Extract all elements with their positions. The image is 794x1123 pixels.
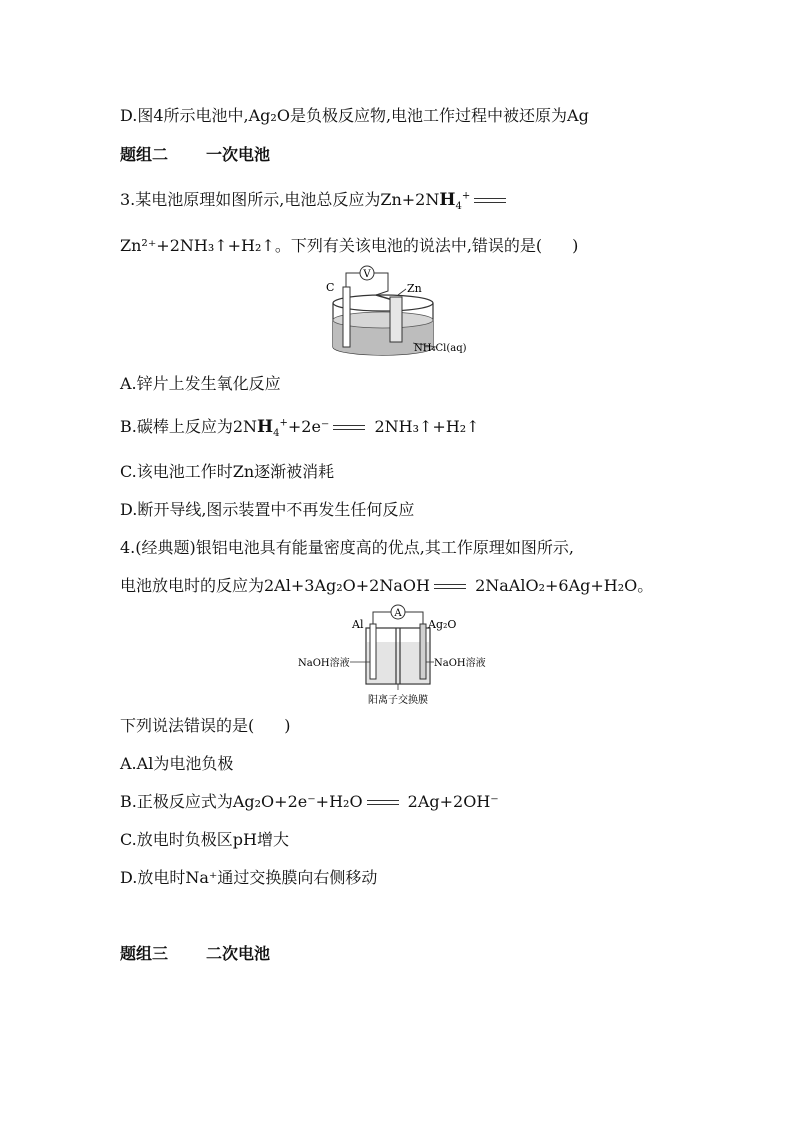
text: Zn²⁺+2NH₃↑+H₂↑。下列有关该电池的说法中,错误的是( <box>120 236 543 255</box>
text: 2Ag+2OH⁻ <box>407 792 499 811</box>
nh4-sup: + <box>279 417 288 429</box>
q4-option-a <box>120 754 233 774</box>
q4-stem-3 <box>120 716 291 736</box>
equals-sign <box>333 425 365 430</box>
text: 4.(经典题)银铝电池具有能量密度高的优点,其工作原理如图所示, <box>120 538 574 557</box>
equals-sign <box>474 198 506 203</box>
text: 下列说法错误的是( <box>120 716 255 735</box>
nh4-sub: 4 <box>273 428 280 440</box>
nh4-sub: 4 <box>455 201 462 213</box>
text: C.该电池工作时Zn逐渐被消耗 <box>120 462 335 481</box>
group-title: 一次电池 <box>206 145 271 164</box>
q3-option-c <box>120 462 334 482</box>
text: D.放电时Na⁺通过交换膜向右侧移动 <box>120 868 378 887</box>
q3-option-d <box>120 500 414 520</box>
q3-stem-1 <box>120 190 510 213</box>
carbon-label: C <box>326 281 335 294</box>
text: 3.某电池原理如图所示,电池总反应为Zn+2N <box>120 190 440 209</box>
silver-oxide-label: Ag₂O <box>428 618 457 631</box>
q4-option-b <box>120 792 499 812</box>
text: 电池放电时的反应为2Al+3Ag₂O+2NaOH <box>120 576 430 595</box>
text: A.锌片上发生氧化反应 <box>120 374 281 393</box>
paren-close: ) <box>284 716 291 735</box>
nh4-h: H <box>257 417 274 437</box>
text: 2NH₃↑+H₂↑ <box>374 417 480 436</box>
zn-carbon-cell-figure <box>318 265 478 360</box>
group-label: 题组二 <box>120 145 169 164</box>
text: D.图4所示电池中,Ag₂O是负极反应物,电池工作过程中被还原为Ag <box>120 106 589 125</box>
nh4-h: H <box>439 190 456 210</box>
membrane-label: 阳离子交换膜 <box>368 695 428 706</box>
group2-heading <box>120 145 270 165</box>
q2-option-d <box>120 106 589 126</box>
aluminum-label: Al <box>352 618 364 631</box>
q4-option-d <box>120 868 377 888</box>
q3-option-a <box>120 374 281 394</box>
q3-stem-2 <box>120 236 578 256</box>
left-solution-label: NaOH溶液 <box>298 658 350 669</box>
text: A.Al为电池负极 <box>120 754 234 773</box>
ammeter-label: A <box>394 608 402 619</box>
paren-close: ) <box>572 236 579 255</box>
text: B.碳棒上反应为2N <box>120 417 258 436</box>
nh4-sup: + <box>461 190 471 202</box>
text: +2e⁻ <box>287 417 330 436</box>
voltmeter-label: V <box>363 269 371 280</box>
text: D.断开导线,图示装置中不再发生任何反应 <box>120 500 415 519</box>
equals-sign <box>434 584 466 589</box>
q4-option-c <box>120 830 289 850</box>
text: B.正极反应式为Ag₂O+2e⁻+H₂O <box>120 792 363 811</box>
right-solution-label: NaOH溶液 <box>434 658 486 669</box>
group-label: 题组三 <box>120 944 169 963</box>
group-title: 二次电池 <box>206 944 271 963</box>
q3-option-b <box>120 417 480 440</box>
text: 2NaAlO₂+6Ag+H₂O。 <box>475 576 654 595</box>
equals-sign <box>367 800 399 805</box>
text: C.放电时负极区pH增大 <box>120 830 289 849</box>
q4-stem-1 <box>120 538 574 558</box>
zinc-label: Zn <box>407 282 422 295</box>
q4-stem-2 <box>120 576 653 596</box>
group3-heading <box>120 944 270 964</box>
ag-al-cell-figure <box>298 602 498 706</box>
electrolyte-label: NH₄Cl(aq) <box>414 343 467 354</box>
